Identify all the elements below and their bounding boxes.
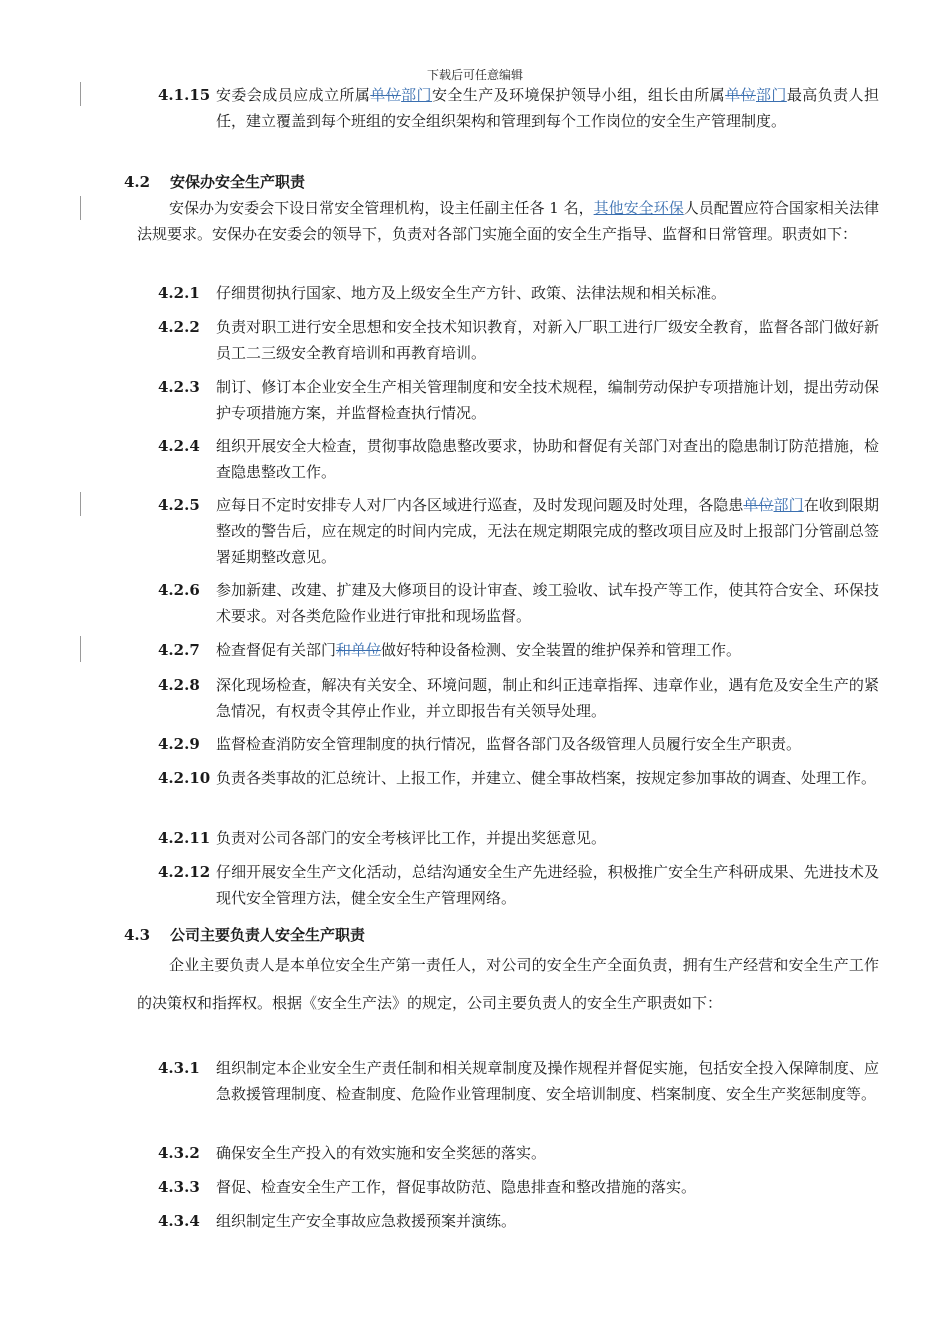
clause-number: 4.2.4	[158, 437, 200, 455]
clause-text: 负责对公司各部门的安全考核评比工作，并提出奖惩意见。	[216, 829, 607, 847]
section-heading-4-3	[124, 922, 365, 948]
clause-number: 4.2.12	[158, 863, 211, 881]
clause-text: 仔细开展安全生产文化活动，总结沟通安全生产先进经验，积极推广安全生产科研成果、先进技术及现代安全管理方法，健全安全生产管理网络。	[216, 863, 879, 907]
clause-number: 4.2.2	[158, 318, 200, 336]
revision-bar	[80, 196, 81, 220]
section-title: 公司主要负责人安全生产职责	[170, 926, 366, 944]
clause-text: 负责对职工进行安全思想和安全技术知识教育，对新入厂职工进行厂级安全教育，监督各部门做好新员工二三级安全教育培训和再教育培训。	[216, 318, 879, 362]
section-number: 4.3	[124, 926, 151, 944]
clause-number: 4.3.4	[158, 1212, 200, 1230]
clause-number: 4.2.5	[158, 496, 200, 514]
clause-number: 4.3.1	[158, 1059, 200, 1077]
clause-number: 4.2.10	[158, 769, 211, 787]
clause-text: 仔细贯彻执行国家、地方及上级安全生产方针、政策、法律法规和相关标准。	[216, 284, 727, 302]
clause-text: 深化现场检查，解决有关安全、环境问题，制止和纠正违章指挥、违章作业，遇有危及安全生产的紧急情况，有权责令其停止作业，并立即报告有关领导处理。	[216, 676, 879, 720]
section-intro-4-3: 企业主要负责人是本单位安全生产第一责任人，对公司的安全生产全面负责，拥有生产经营和安全生产工作的决策权和指挥权。根据《安全生产法》的规定，公司主要负责人的安全生产职责如下：	[137, 956, 879, 1012]
clause-text: 制订、修订本企业安全生产相关管理制度和安全技术规程，编制劳动保护专项措施计划，提出劳动保护专项措施方案，并监督检查执行情况。	[216, 378, 879, 422]
section-intro-4-2: 安保办为安委会下设日常安全管理机构，设主任副主任各 1 名，其他安全环保人员配置应符合国家相关法律法规要求。安保办在安委会的领导下，负责对各部门实施全面的安全生产指导、监督和日常管理。职责如下：	[137, 199, 879, 243]
inserted-text[interactable]: 部门	[755, 86, 787, 104]
clause-text: 组织开展安全大检查，贯彻事故隐患整改要求，协助和督促有关部门对查出的隐患制订防范措施，检查隐患整改工作。	[216, 437, 879, 481]
clause-number: 4.2.8	[158, 676, 200, 694]
section-title: 安保办安全生产职责	[170, 173, 306, 191]
clause-text: 参加新建、改建、扩建及大修项目的设计审查、竣工验收、试车投产等工作，使其符合安全、环保技术要求。对各类危险作业进行审批和现场监督。	[216, 581, 879, 625]
deleted-text: 单位	[725, 86, 756, 104]
clause-text: 检查督促有关部门和单位做好特种设备检测、安全装置的维护保养和管理工作。	[216, 641, 742, 659]
clause-number: 4.2.9	[158, 735, 200, 753]
inserted-text[interactable]: 部门	[773, 496, 804, 514]
clause-text: 组织制定生产安全事故应急救援预案并演练。	[216, 1212, 517, 1230]
section-heading-4-2	[124, 169, 305, 195]
clause-number: 4.1.15	[158, 86, 211, 104]
section-number: 4.2	[124, 173, 151, 191]
revision-bar	[80, 492, 81, 516]
clause-text: 监督检查消防安全管理制度的执行情况，监督各部门及各级管理人员履行安全生产职责。	[216, 735, 802, 753]
inserted-text[interactable]: 其他安全环保	[593, 199, 684, 217]
inserted-text[interactable]: 部门	[401, 86, 432, 104]
clause-number: 4.2.7	[158, 641, 200, 659]
clause-number: 4.3.3	[158, 1178, 200, 1196]
clause-number: 4.2.1	[158, 284, 200, 302]
clause-number: 4.2.11	[158, 829, 211, 847]
clause-number: 4.2.6	[158, 581, 200, 599]
clause-text: 组织制定本企业安全生产责任制和相关规章制度及操作规程并督促实施，包括安全投入保障制度、应急救援管理制度、检查制度、危险作业管理制度、安全培训制度、档案制度、安全生产奖惩制度等。	[216, 1059, 879, 1103]
revision-bar	[80, 82, 81, 106]
deleted-text: 单位	[743, 496, 774, 514]
clause-text: 负责各类事故的汇总统计、上报工作，并建立、健全事故档案，按规定参加事故的调查、处理工作。	[216, 769, 877, 787]
clause-text: 安委会成员应成立所属单位部门安全生产及环境保护领导小组，组长由所属单位部门最高负责人担任，建立覆盖到每个班组的安全组织架构和管理到每个工作岗位的安全生产管理制度。	[216, 86, 879, 130]
revision-bar	[80, 636, 81, 662]
deleted-text: 和单位	[336, 641, 382, 659]
clause-text: 应每日不定时安排专人对厂内各区域进行巡查，及时发现问题及时处理，各隐患单位部门在收到限期整改的警告后，应在规定的时间内完成，无法在规定期限完成的整改项目应及时上报部门分管副总签署延期整改意见。	[216, 496, 879, 566]
clause-number: 4.3.2	[158, 1144, 200, 1162]
clause-text: 确保安全生产投入的有效实施和安全奖惩的落实。	[216, 1144, 547, 1162]
clause-number: 4.2.3	[158, 378, 200, 396]
clause-text: 督促、检查安全生产工作，督促事故防范、隐患排查和整改措施的落实。	[216, 1178, 697, 1196]
page-header-note: 下载后可任意编辑	[426, 68, 523, 82]
deleted-text: 单位	[370, 86, 402, 104]
